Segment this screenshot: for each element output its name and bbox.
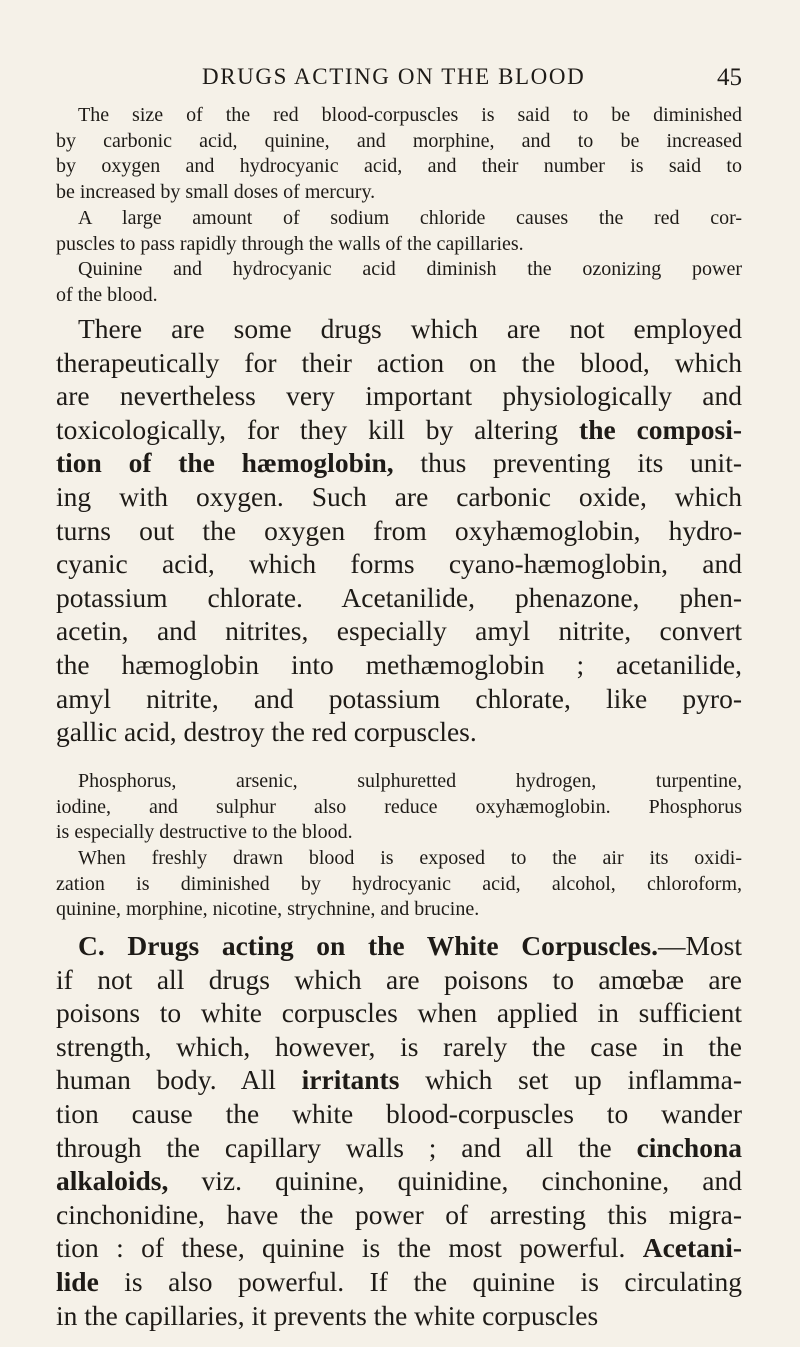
text-line: ing with oxygen. Such are carbonic oxide, which	[56, 480, 742, 512]
bold-term: irritants	[301, 1064, 400, 1096]
paragraph-red-corpuscle-size	[56, 103, 742, 205]
text-line: in the capillaries, it prevents the white corpuscles	[56, 1299, 599, 1331]
bold-term: Acetani-	[642, 1232, 742, 1264]
text-line: is especially destructive to the blood.	[56, 821, 353, 844]
text-line: puscles to pass rapidly through the walls of the capillaries.	[56, 232, 524, 255]
text-run: viz. quinine, quinidine, cinchonine, and	[168, 1165, 742, 1197]
text-line: turns out the oxygen from oxyhæmoglobin, hydro-	[56, 514, 742, 546]
text-line: cyanic acid, which forms cyano-hæmoglobin, and	[56, 548, 742, 580]
text-line	[56, 1063, 742, 1097]
text-line: There are some drugs which are not employed	[78, 313, 742, 344]
section-c-white-corpuscles	[56, 929, 742, 1332]
text-line: zation is diminished by hydrocyanic acid, alcohol, chloroform,	[56, 872, 742, 895]
text-line	[56, 1131, 742, 1165]
page-number: 45	[717, 64, 742, 91]
text-line	[56, 1231, 742, 1265]
text-line: tion cause the white blood-corpuscles to wander	[56, 1097, 742, 1129]
text-line	[56, 446, 742, 480]
text-line	[56, 1164, 742, 1198]
bold-term: tion of the hæmoglobin,	[56, 447, 394, 479]
text-line: be increased by small doses of mercury.	[56, 180, 376, 203]
text-line: the hæmoglobin into methæmoglobin ; acetanilide,	[56, 648, 742, 680]
text-run: thus preventing its unit-	[393, 447, 742, 479]
paragraph-oxidization	[56, 846, 742, 923]
text-line: poisons to white corpuscles when applied in sufficient	[56, 997, 742, 1029]
text-line: amyl nitrite, and potassium chlorate, like pyro-	[56, 682, 742, 714]
text-run: —Most	[657, 930, 742, 961]
text-line: Phosphorus, arsenic, sulphuretted hydrogen, turpentine,	[78, 770, 742, 792]
running-head	[0, 64, 742, 94]
text-line	[56, 929, 742, 963]
paragraph-sodium-chloride	[56, 206, 742, 257]
text-run: human body. All	[56, 1064, 302, 1096]
paragraph-haemoglobin-drugs	[56, 312, 742, 749]
text-line: acetin, and nitrites, especially amyl nitrite, convert	[56, 615, 742, 647]
bold-term: alkaloids,	[56, 1165, 169, 1197]
text-line: are nevertheless very important physiologically and	[56, 380, 742, 412]
text-line: potassium chlorate. Acetanilide, phenazone, phen-	[56, 581, 742, 613]
bold-term: the composi-	[579, 413, 742, 445]
text-line	[56, 413, 742, 447]
text-line: A large amount of sodium chloride causes the red cor-	[78, 207, 742, 229]
text-run: tion : of these, quinine is the most powerful.	[56, 1232, 626, 1264]
text-run: which set up inflamma-	[399, 1064, 743, 1096]
text-line: Quinine and hydrocyanic acid diminish the ozonizing power	[78, 258, 742, 280]
section-heading: C. Drugs acting on the White Corpuscles.	[78, 930, 658, 961]
bold-term: cinchona	[636, 1131, 742, 1163]
text-line: iodine, and sulphur also reduce oxyhæmoglobin. Phosphorus	[56, 795, 742, 818]
text-run: toxicologically, for they kill by altering	[56, 413, 580, 445]
text-line: When freshly drawn blood is exposed to the air its oxidi-	[78, 847, 742, 869]
text-run: is also powerful. If the quinine is circulating	[98, 1265, 742, 1297]
text-line: cinchonidine, have the power of arresting this migra-	[56, 1198, 742, 1230]
text-line: therapeutically for their action on the blood, which	[56, 346, 742, 378]
text-line: The size of the red blood-corpuscles is said to be diminished	[78, 104, 742, 126]
paragraph-ozonizing-power	[56, 257, 742, 308]
paragraph-phosphorus	[56, 769, 742, 846]
text-line: gallic acid, destroy the red corpuscles.	[56, 716, 477, 748]
text-line: by oxygen and hydrocyanic acid, and their number is said to	[56, 155, 742, 178]
running-title: DRUGS ACTING ON THE BLOOD	[202, 64, 586, 89]
text-line	[56, 1265, 742, 1299]
bold-term: lide	[56, 1265, 99, 1297]
text-line: strength, which, however, is rarely the case in the	[56, 1030, 742, 1062]
text-line: by carbonic acid, quinine, and morphine, and to be increased	[56, 129, 742, 152]
text-line: if not all drugs which are poisons to amœbæ are	[56, 963, 742, 995]
text-line: quinine, morphine, nicotine, strychnine, and brucine.	[56, 898, 480, 921]
text-line: of the blood.	[56, 283, 158, 306]
text-run: through the capillary walls ; and all the	[56, 1131, 637, 1163]
